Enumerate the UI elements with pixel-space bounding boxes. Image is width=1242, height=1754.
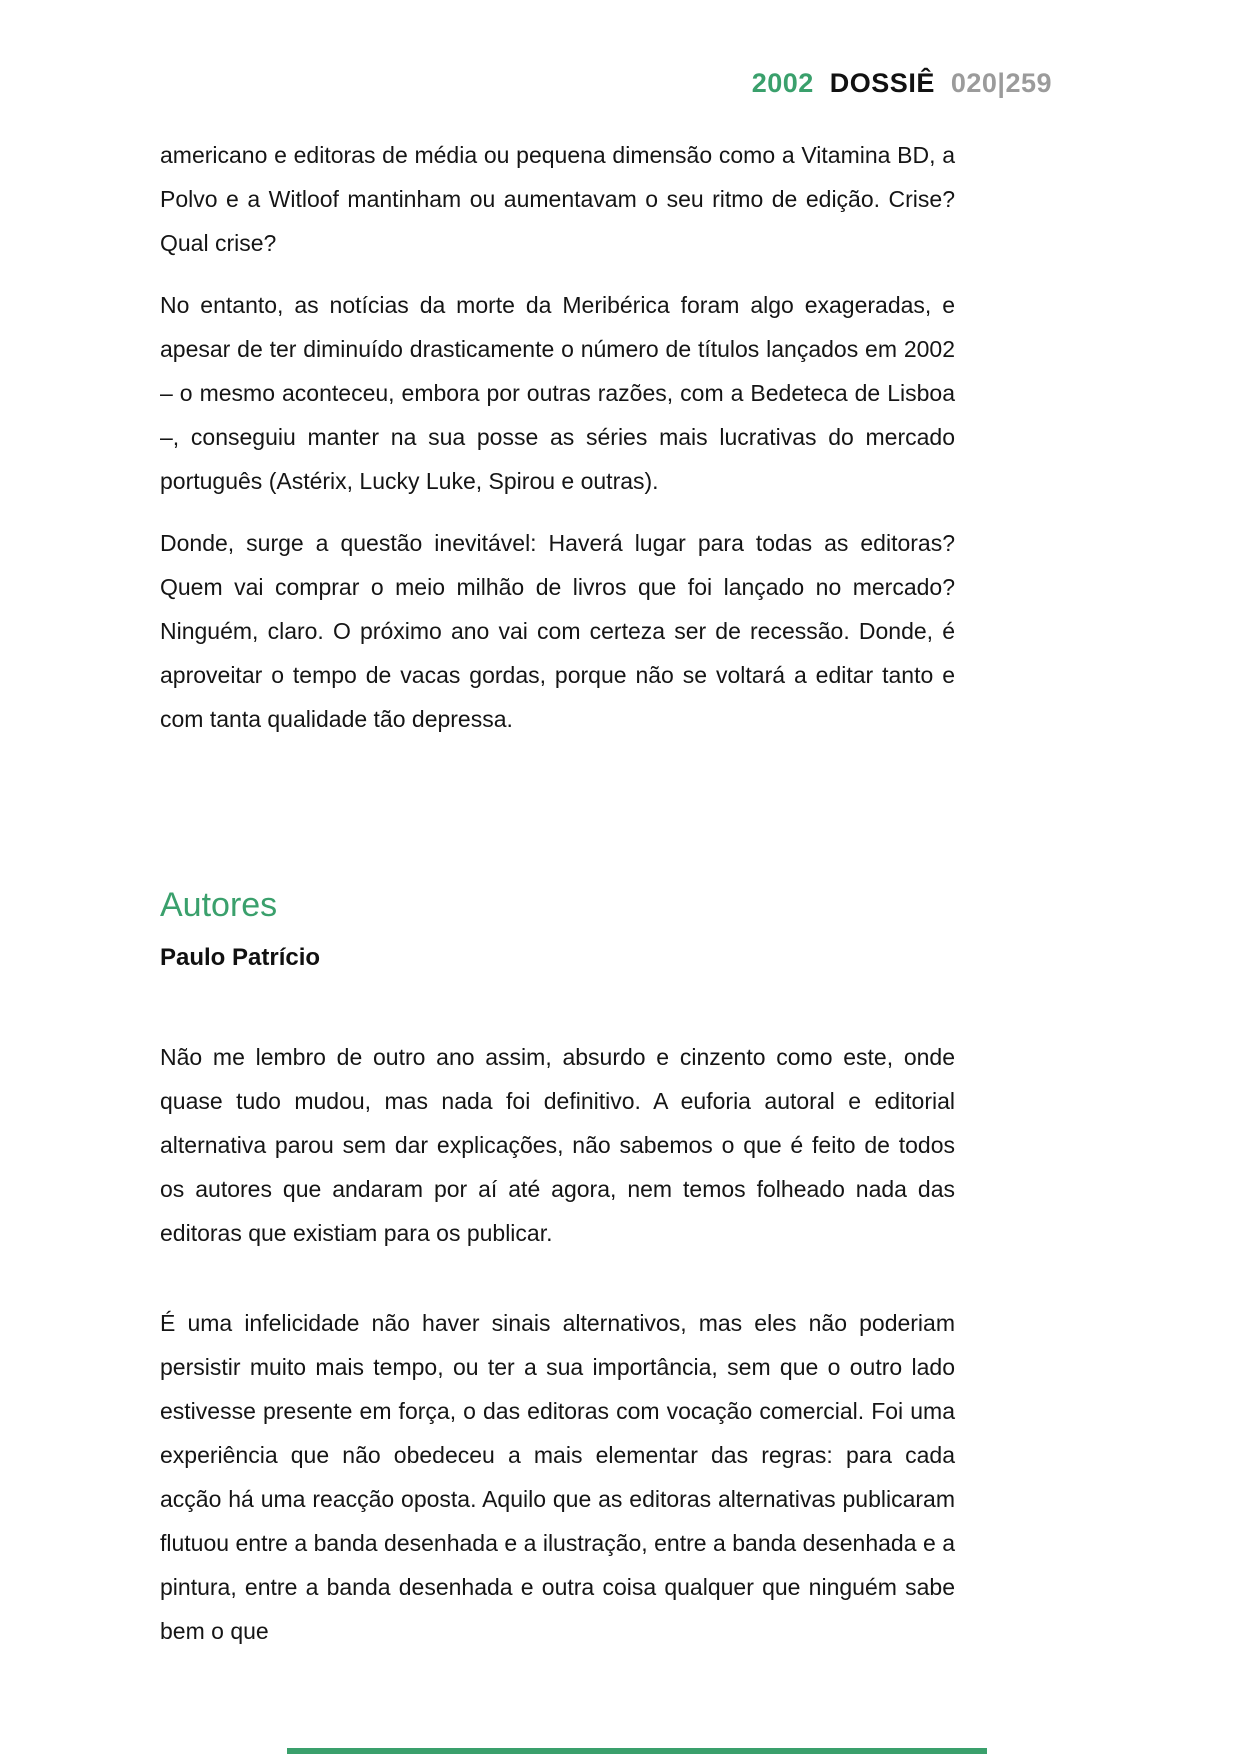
author-name: Paulo Patrício bbox=[160, 944, 321, 971]
footer-rule bbox=[287, 1748, 987, 1754]
header-year-label: 2002 bbox=[751, 68, 814, 98]
header-page-number: 020|259 bbox=[950, 68, 1052, 98]
paragraph: É uma infelicidade não haver sinais alternativos, mas eles não poderiam persistir muito mais tempo, ou ter a sua importância, sem que o outro lado estivesse presente em força, o das editoras com vocação comercial. Foi uma experiência que não obedeceu a mais elementar das regras: para cada acção há uma reacção oposta. Aquilo que as editoras alternativas publicaram flutuou entre a banda desenhada e a ilustração, entre a banda desenhada e a pintura, entre a banda desenhada e outra coisa qualquer que ninguém sabe bem o que bbox=[160, 1310, 955, 1644]
paragraph: Não me lembro de outro ano assim, absurdo e cinzento como este, onde quase tudo mudou, mas nada foi definitivo. A euforia autoral e editorial alternativa parou sem dar explicações, não sabemos o que é feito de todos os autores que andaram por aí até agora, nem temos folheado nada das editoras que existiam para os publicar. bbox=[160, 1044, 955, 1246]
section-heading-autores: Autores bbox=[160, 886, 278, 924]
paragraph: No entanto, as notícias da morte da Meribérica foram algo exageradas, e apesar de ter diminuído drasticamente o número de títulos lançados em 2002 – o mesmo aconteceu, embora por outras razões, com a Bedeteca de Lisboa –, conseguiu manter na sua posse as séries mais lucrativas do mercado português (Astérix, Lucky Luke, Spirou e outras). bbox=[160, 292, 955, 494]
paragraph: americano e editoras de média ou pequena dimensão como a Vitamina BD, a Polvo e a Witloof mantinham ou aumentavam o seu ritmo de edição. Crise? Qual crise? bbox=[160, 142, 955, 256]
header-section-label: DOSSIÊ bbox=[829, 68, 935, 98]
text-column bbox=[160, 0, 955, 1653]
paragraph: Donde, surge a questão inevitável: Haverá lugar para todas as editoras? Quem vai comprar o meio milhão de livros que foi lançado no mercado? Ninguém, claro. O próximo ano vai com certeza ser de recessão. Donde, é aproveitar o tempo de vacas gordas, porque não se voltará a editar tanto e com tanta qualidade tão depressa. bbox=[160, 530, 955, 732]
